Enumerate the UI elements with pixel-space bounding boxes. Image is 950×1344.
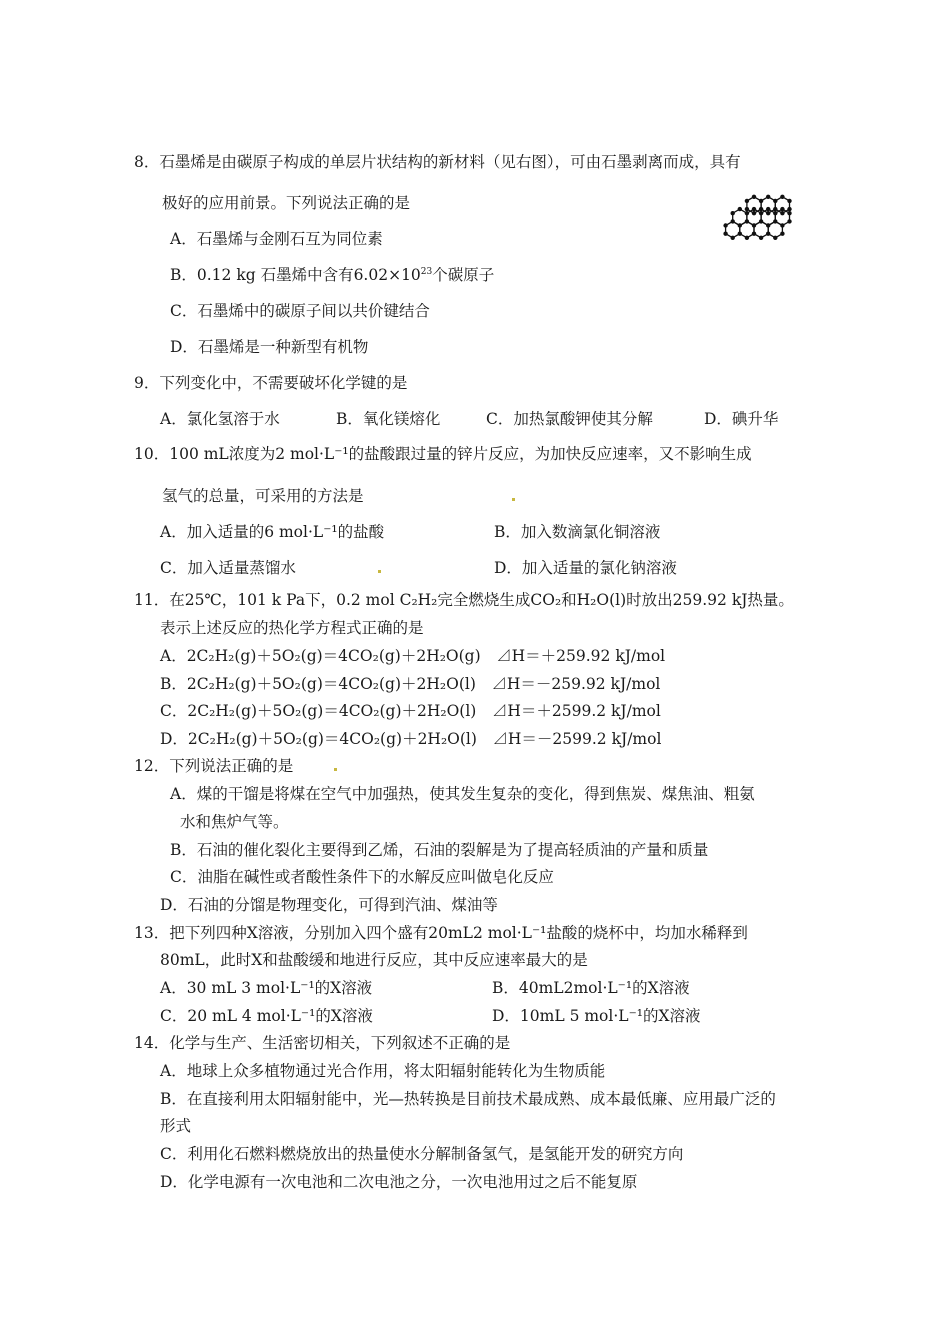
carbon-atom <box>723 232 727 236</box>
q8-stem-line2: 极好的应用前景。下列说法正确的是 <box>162 194 411 212</box>
q8-option-a: A．石墨烯与金刚石互为同位素 <box>170 230 383 248</box>
q13-option-b: B．40mL2mol·L⁻¹的X溶液 <box>492 979 690 997</box>
carbon-atom <box>773 211 777 215</box>
q10-stem-line2: 氢气的总量，可采用的方法是 <box>162 487 364 505</box>
carbon-atom <box>780 232 784 236</box>
q12-option-a-line1: A．煤的干馏是将煤在空气中加强热，使其发生复杂的变化，得到焦炭、煤焦油、粗氨 <box>170 785 755 803</box>
q8-option-b-exponent: 23 <box>420 267 433 277</box>
carbon-atom <box>731 219 735 223</box>
carbon-atom <box>780 195 784 199</box>
carbon-atom <box>759 219 763 223</box>
hexagon-ring <box>740 221 754 237</box>
carbon-atom <box>752 232 756 236</box>
q14-option-b-line2: 形式 <box>160 1117 192 1135</box>
hexagon-ring <box>754 221 768 237</box>
q14-option-c: C．利用化石燃料燃烧放出的热量使水分解制备氢气，是氢能开发的研究方向 <box>160 1145 684 1163</box>
q12-option-a-line2: 水和焦炉气等。 <box>180 813 289 831</box>
carbon-atom <box>731 211 735 215</box>
q10-option-b: B．加入数滴氯化铜溶液 <box>494 523 661 541</box>
carbon-atom <box>745 211 749 215</box>
q11-option-a: A．2C₂H₂(g)＋5O₂(g)＝4CO₂(g)＋2H₂O(g) ⊿H＝＋259.92 kJ/mol <box>160 647 666 665</box>
carbon-atom <box>787 219 791 223</box>
carbon-atom <box>752 207 756 211</box>
q9-option-a: A．氯化氢溶于水 <box>160 410 280 428</box>
q11-stem-line1: 11．在25℃，101 k Pa下，0.2 mol C₂H₂完全燃烧生成CO₂和H₂O(l)时放出259.92 kJ热量。 <box>134 591 794 609</box>
q8-option-b <box>170 265 494 285</box>
carbon-atom <box>731 236 735 240</box>
carbon-atom <box>745 219 749 223</box>
carbon-atom <box>738 223 742 227</box>
q12-stem: 12．下列说法正确的是 <box>134 757 294 775</box>
q9-stem: 9．下列变化中，不需要破坏化学键的是 <box>134 374 408 392</box>
carbon-atom <box>773 207 777 211</box>
carbon-atom <box>780 207 784 211</box>
carbon-atom <box>780 211 784 215</box>
carbon-atom <box>766 207 770 211</box>
q12-option-c: C．油脂在碱性或者酸性条件下的水解反应叫做皂化反应 <box>170 868 554 886</box>
carbon-atom <box>773 236 777 240</box>
carbon-atom <box>745 236 749 240</box>
carbon-atom <box>752 211 756 215</box>
q12-option-b: B．石油的催化裂化主要得到乙烯，石油的裂解是为了提高轻质油的产量和质量 <box>170 841 709 859</box>
carbon-atom <box>759 199 763 203</box>
carbon-atom <box>752 195 756 199</box>
carbon-atom <box>787 211 791 215</box>
carbon-atom <box>766 195 770 199</box>
q13-stem-line1: 13．把下列四种X溶液，分别加入四个盛有20mL2 mol·L⁻¹盐酸的烧杯中，均加水稀释到 <box>134 924 748 942</box>
q14-option-a: A．地球上众多植物通过光合作用，将太阳辐射能转化为生物质能 <box>160 1062 606 1080</box>
q9-option-c: C．加热氯酸钾使其分解 <box>486 410 653 428</box>
graphene-lattice-icon <box>712 192 804 262</box>
q14-option-b-line1: B．在直接利用太阳辐射能中，光—热转换是目前技术最成熟、成本最低廉、应用最广泛的 <box>160 1090 776 1108</box>
q8-option-b-tail: 个碳原子 <box>432 266 495 284</box>
q8-option-b-text: B．0.12 kg 石墨烯中含有6.02×10 <box>170 266 421 284</box>
carbon-atom <box>759 207 763 211</box>
carbon-atom <box>773 199 777 203</box>
q13-option-d: D．10mL 5 mol·L⁻¹的X溶液 <box>492 1007 701 1025</box>
carbon-atom <box>759 211 763 215</box>
scan-artifact <box>334 768 337 771</box>
q10-option-c: C．加入适量蒸馏水 <box>160 559 296 577</box>
carbon-atom <box>738 207 742 211</box>
q12-option-d: D．石油的分馏是物理变化，可得到汽油、煤油等 <box>160 896 498 914</box>
q11-option-c: C．2C₂H₂(g)＋5O₂(g)＝4CO₂(g)＋2H₂O(l) ⊿H＝＋2599.2 kJ/mol <box>160 702 661 720</box>
carbon-atom <box>723 223 727 227</box>
q8-option-c: C．石墨烯中的碳原子间以共价键结合 <box>170 302 430 320</box>
carbon-atom <box>766 232 770 236</box>
carbon-atom <box>780 223 784 227</box>
q14-stem: 14．化学与生产、生活密切相关，下列叙述不正确的是 <box>134 1034 511 1052</box>
q13-option-a: A．30 mL 3 mol·L⁻¹的X溶液 <box>160 979 373 997</box>
carbon-atom <box>766 211 770 215</box>
hexagon-ring <box>768 221 782 237</box>
hexagon-ring <box>726 221 740 237</box>
q13-stem-line2: 80mL，此时X和盐酸缓和地进行反应，其中反应速率最大的是 <box>160 951 588 969</box>
q11-option-d: D．2C₂H₂(g)＋5O₂(g)＝4CO₂(g)＋2H₂O(l) ⊿H＝－2599.2 kJ/mol <box>160 730 662 748</box>
q11-option-b: B．2C₂H₂(g)＋5O₂(g)＝4CO₂(g)＋2H₂O(l) ⊿H＝－259.92 kJ/mol <box>160 675 661 693</box>
carbon-atom <box>787 207 791 211</box>
scan-artifact <box>512 498 515 501</box>
q10-option-a: A．加入适量的6 mol·L⁻¹的盐酸 <box>160 523 385 541</box>
q10-option-d: D．加入适量的氯化钠溶液 <box>494 559 677 577</box>
carbon-atom <box>759 236 763 240</box>
q11-stem-line2: 表示上述反应的热化学方程式正确的是 <box>160 619 424 637</box>
q10-stem-line1: 10．100 mL浓度为2 mol·L⁻¹的盐酸跟过量的锌片反应，为加快反应速率，又不影响生成 <box>134 445 752 463</box>
q8-option-d: D．石墨烯是一种新型有机物 <box>170 338 369 356</box>
carbon-atom <box>738 232 742 236</box>
carbon-atom <box>752 223 756 227</box>
q13-option-c: C．20 mL 4 mol·L⁻¹的X溶液 <box>160 1007 373 1025</box>
scan-artifact <box>378 570 381 573</box>
carbon-atom <box>745 207 749 211</box>
q9-option-d: D．碘升华 <box>704 410 779 428</box>
carbon-atom <box>787 199 791 203</box>
carbon-atom <box>745 199 749 203</box>
carbon-atom <box>773 219 777 223</box>
q8-stem-line1: 8．石墨烯是由碳原子构成的单层片状结构的新材料（见右图），可由石墨剥离而成，具有 <box>134 153 741 171</box>
carbon-atom <box>766 223 770 227</box>
q14-option-d: D．化学电源有一次电池和二次电池之分，一次电池用过之后不能复原 <box>160 1173 638 1191</box>
q9-option-b: B．氧化镁熔化 <box>336 410 441 428</box>
